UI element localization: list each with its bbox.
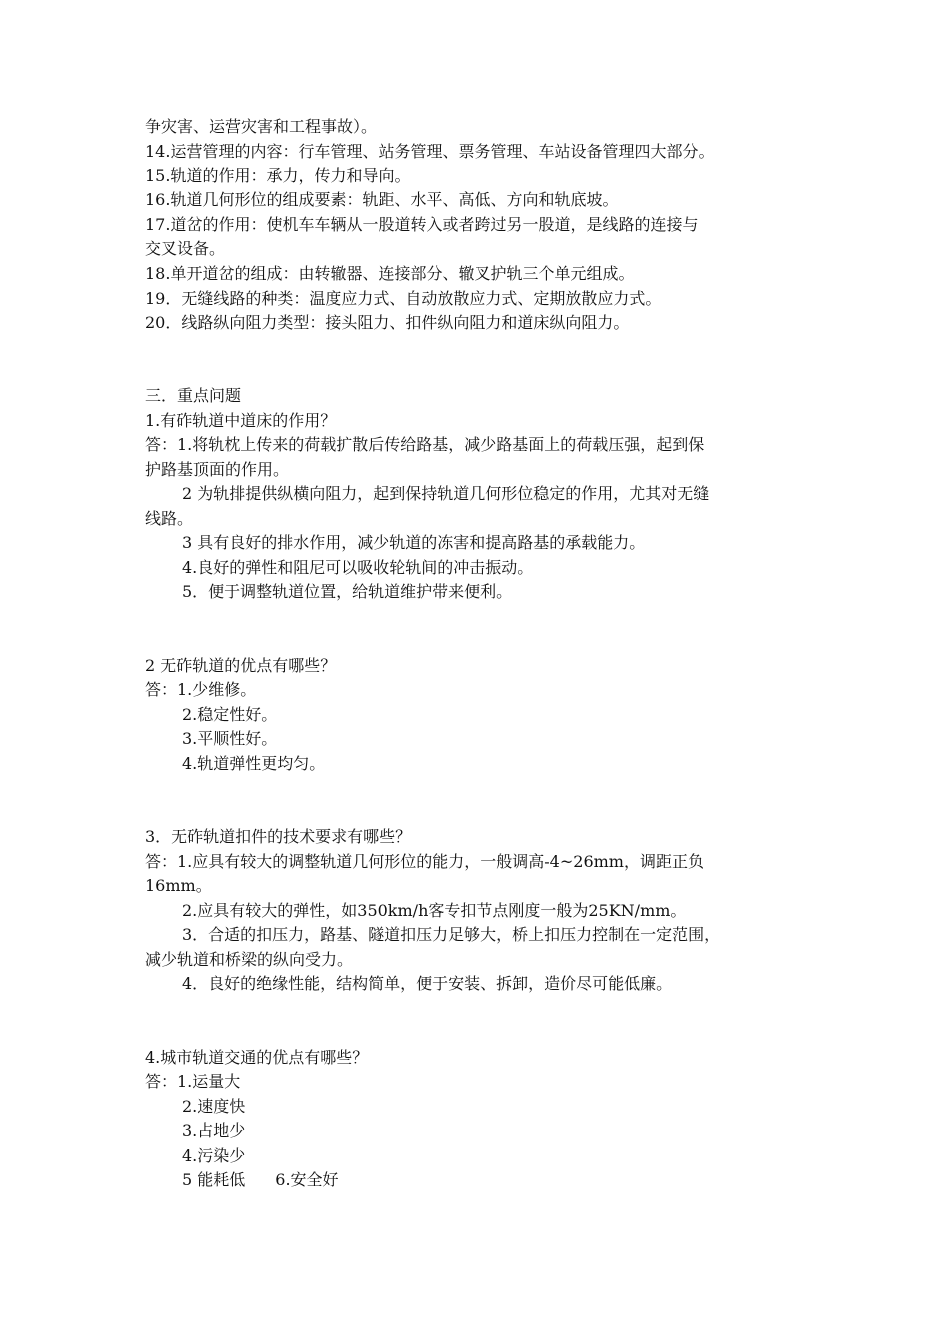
answer-line: 答：1.将轨枕上传来的荷载扩散后传给路基，减少路基面上的荷载压强，起到保 (145, 435, 705, 454)
item-15: 15.轨道的作用：承力，传力和导向。 (145, 166, 411, 185)
answer-line: 答：1.运量大 (145, 1072, 241, 1091)
answer-line: 答：1.应具有较大的调整轨道几何形位的能力，一般调高-4~26mm，调距正负 (145, 852, 704, 871)
section-heading: 三．重点问题 (145, 386, 242, 405)
answer-line: 答：1.少维修。 (145, 680, 257, 699)
answer-line: 2.稳定性好。 (182, 705, 278, 724)
item-17-cont: 交叉设备。 (145, 239, 226, 258)
answer-line: 4.良好的弹性和阻尼可以吸收轮轨间的冲击振动。 (182, 558, 534, 577)
answer-line: 护路基顶面的作用。 (145, 460, 290, 479)
item-19: 19．无缝线路的种类：温度应力式、自动放散应力式、定期放散应力式。 (145, 289, 662, 308)
answer-line: 4.污染少 (182, 1146, 246, 1165)
question-4: 4.城市轨道交通的优点有哪些？ (145, 1048, 369, 1067)
answer-line: 线路。 (145, 509, 194, 528)
item-14: 14.运营管理的内容：行车管理、站务管理、票务管理、车站设备管理四大部分。 (145, 142, 715, 161)
item-16: 16.轨道几何形位的组成要素：轨距、水平、高低、方向和轨底坡。 (145, 190, 619, 209)
answer-item: 6.安全好 (275, 1170, 339, 1189)
answer-line: 减少轨道和桥梁的纵向受力。 (145, 950, 354, 969)
answer-line: 3.占地少 (182, 1121, 246, 1140)
answer-line (182, 1168, 339, 1192)
question-1: 1.有砟轨道中道床的作用？ (145, 411, 337, 430)
answer-line: 4.轨道弹性更均匀。 (182, 754, 326, 773)
item-18: 18.单开道岔的组成：由转辙器、连接部分、辙叉护轨三个单元组成。 (145, 264, 635, 283)
answer-line: 2 为轨排提供纵横向阻力，起到保持轨道几何形位稳定的作用，尤其对无缝 (182, 484, 710, 503)
answer-line: 5．便于调整轨道位置，给轨道维护带来便利。 (182, 582, 513, 601)
answer-line: 3．合适的扣压力，路基、隧道扣压力足够大，桥上扣压力控制在一定范围， (182, 925, 721, 944)
answer-line: 4．良好的绝缘性能，结构简单，便于安装、拆卸，造价尽可能低廉。 (182, 974, 673, 993)
answer-line: 16mm。 (145, 876, 212, 895)
answer-line: 2.速度快 (182, 1097, 246, 1116)
answer-line: 3.平顺性好。 (182, 729, 278, 748)
answer-line: 3 具有良好的排水作用，减少轨道的冻害和提高路基的承载能力。 (182, 533, 646, 552)
answer-item: 5 能耗低 (182, 1170, 246, 1189)
item-17: 17.道岔的作用：使机车车辆从一股道转入或者跨过另一股道，是线路的连接与 (145, 215, 699, 234)
question-3: 3．无砟轨道扣件的技术要求有哪些？ (145, 827, 412, 846)
answer-line: 2.应具有较大的弹性，如350km/h客专扣节点刚度一般为25KN/mm。 (182, 901, 687, 920)
text-line: 争灾害、运营灾害和工程事故）。 (145, 117, 378, 136)
question-2: 2 无砟轨道的优点有哪些？ (145, 656, 337, 675)
item-20: 20．线路纵向阻力类型：接头阻力、扣件纵向阻力和道床纵向阻力。 (145, 313, 630, 332)
